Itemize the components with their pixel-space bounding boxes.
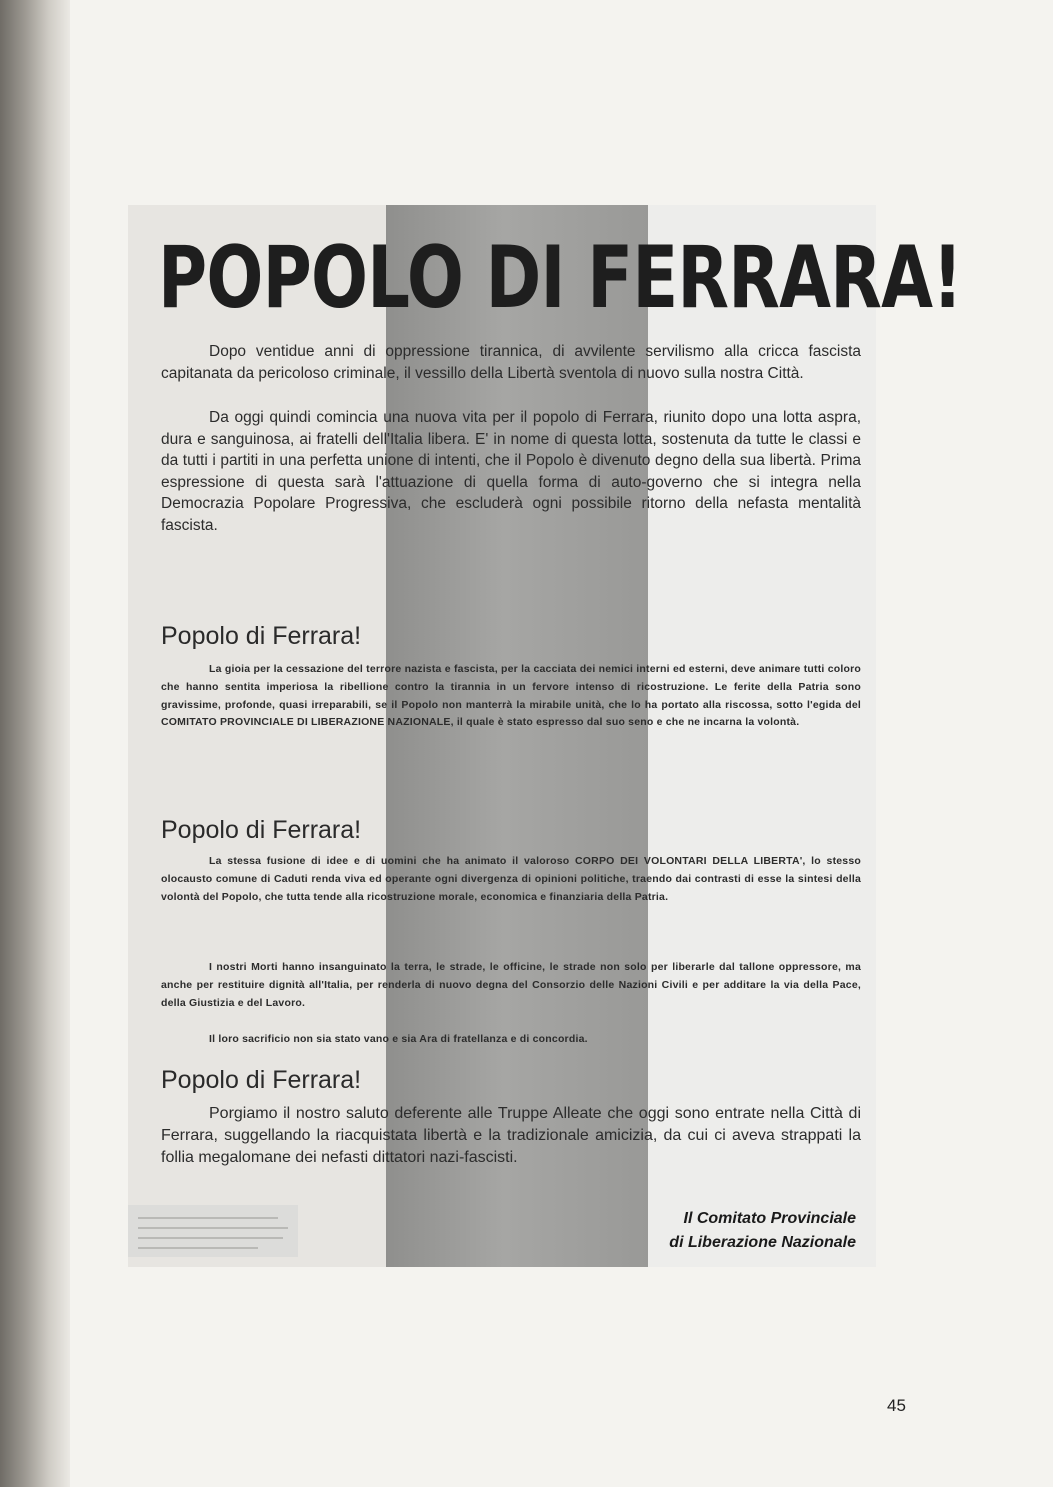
poster-paragraph-5: I nostri Morti hanno insanguinato la terra, le strade, le officine, le strade non solo per liberarle dal tallone oppressore, ma anche per restituire dignità all'Italia, per renderla di nuovo degna del Consorzio delle Nazioni Civili e per additare la via della Pace, della Giustizia e del Lavoro. — [161, 961, 861, 1009]
poster-photo — [128, 205, 963, 1267]
page-number: 45 — [887, 1396, 906, 1415]
poster-subheading-1: Popolo di Ferrara! — [161, 622, 362, 650]
poster-subheading-2: Popolo di Ferrara! — [161, 816, 362, 844]
poster-paragraph-7: Porgiamo il nostro saluto deferente alle Truppe Alleate che oggi sono entrate nella Città di Ferrara, suggellando la riacquistata libertà e la tradizionale amicizia, da cui ci aveva strappati la follia megalomane dei nefasti dittatori nazi-fascisti. — [161, 1105, 861, 1166]
poster-paragraph-3: La gioia per la cessazione del terrore nazista e fascista, per la cacciata dei nemici interni ed esterni, deve animare tutti coloro che hanno sentita imperiosa la ribellione contro la tirannia in un fervore intenso di ricostruzione. Le ferite della Patria sono gravissime, profonde, quasi irreparabili, se il Popolo non manterrà la mirabile unità, che lo ha portato alla riscossa, sotto l'egida del COMITATO PROVINCIALE DI LIBERAZIONE NAZIONALE, il quale è stato espresso dal suo seno e che ne incarna la volontà. — [161, 663, 861, 729]
poster-paragraph-1: Dopo ventidue anni di oppressione tirannica, di avvilente servilismo alla cricca fascista capitanata da pericoloso criminale, il vessillo della Libertà sventola di nuovo sulla nostra Città. — [161, 343, 861, 382]
poster-signature — [669, 1207, 856, 1255]
poster-content — [128, 205, 963, 1267]
printer-imprint — [128, 1205, 298, 1257]
poster-subheading-3: Popolo di Ferrara! — [161, 1066, 362, 1094]
signature-line-1: Il Comitato Provinciale — [683, 1210, 856, 1227]
poster-paragraph-4: La stessa fusione di idee e di uomini che ha animato il valoroso CORPO DEI VOLONTARI DELLA LIBERTA', lo stesso olocausto comune di Caduti renda viva ed operante ogni divergenza di opinioni politiche, traendo dai contrasti di esse la sintesi della volontà del Popolo, che tutta tende alla ricostruzione morale, economica e finanziaria della Patria. — [161, 855, 861, 903]
book-binding-shadow — [0, 0, 70, 1487]
poster-paragraph-6: Il loro sacrificio non sia stato vano e sia Ara di fratellanza e di concordia. — [209, 1033, 588, 1045]
signature-line-2: di Liberazione Nazionale — [669, 1234, 856, 1251]
poster-paragraph-2: Da oggi quindi comincia una nuova vita per il popolo di Ferrara, riunito dopo una lotta aspra, dura e sanguinosa, ai fratelli dell'Italia libera. E' in nome di questa lotta, sostenuta da tutte le classi e da tutti i partiti in una perfetta unione di intenti, che il Popolo è divenuto degno della sua libertà. Prima espressione di questa sarà l'attuazione di quella forma di auto-governo che si integra nella Democrazia Popolare Progressiva, che escluderà ogni possibile ritorno della nefasta mentalità fascista. — [161, 409, 861, 534]
poster-headline: POPOLO DI FERRARA! — [158, 228, 963, 328]
